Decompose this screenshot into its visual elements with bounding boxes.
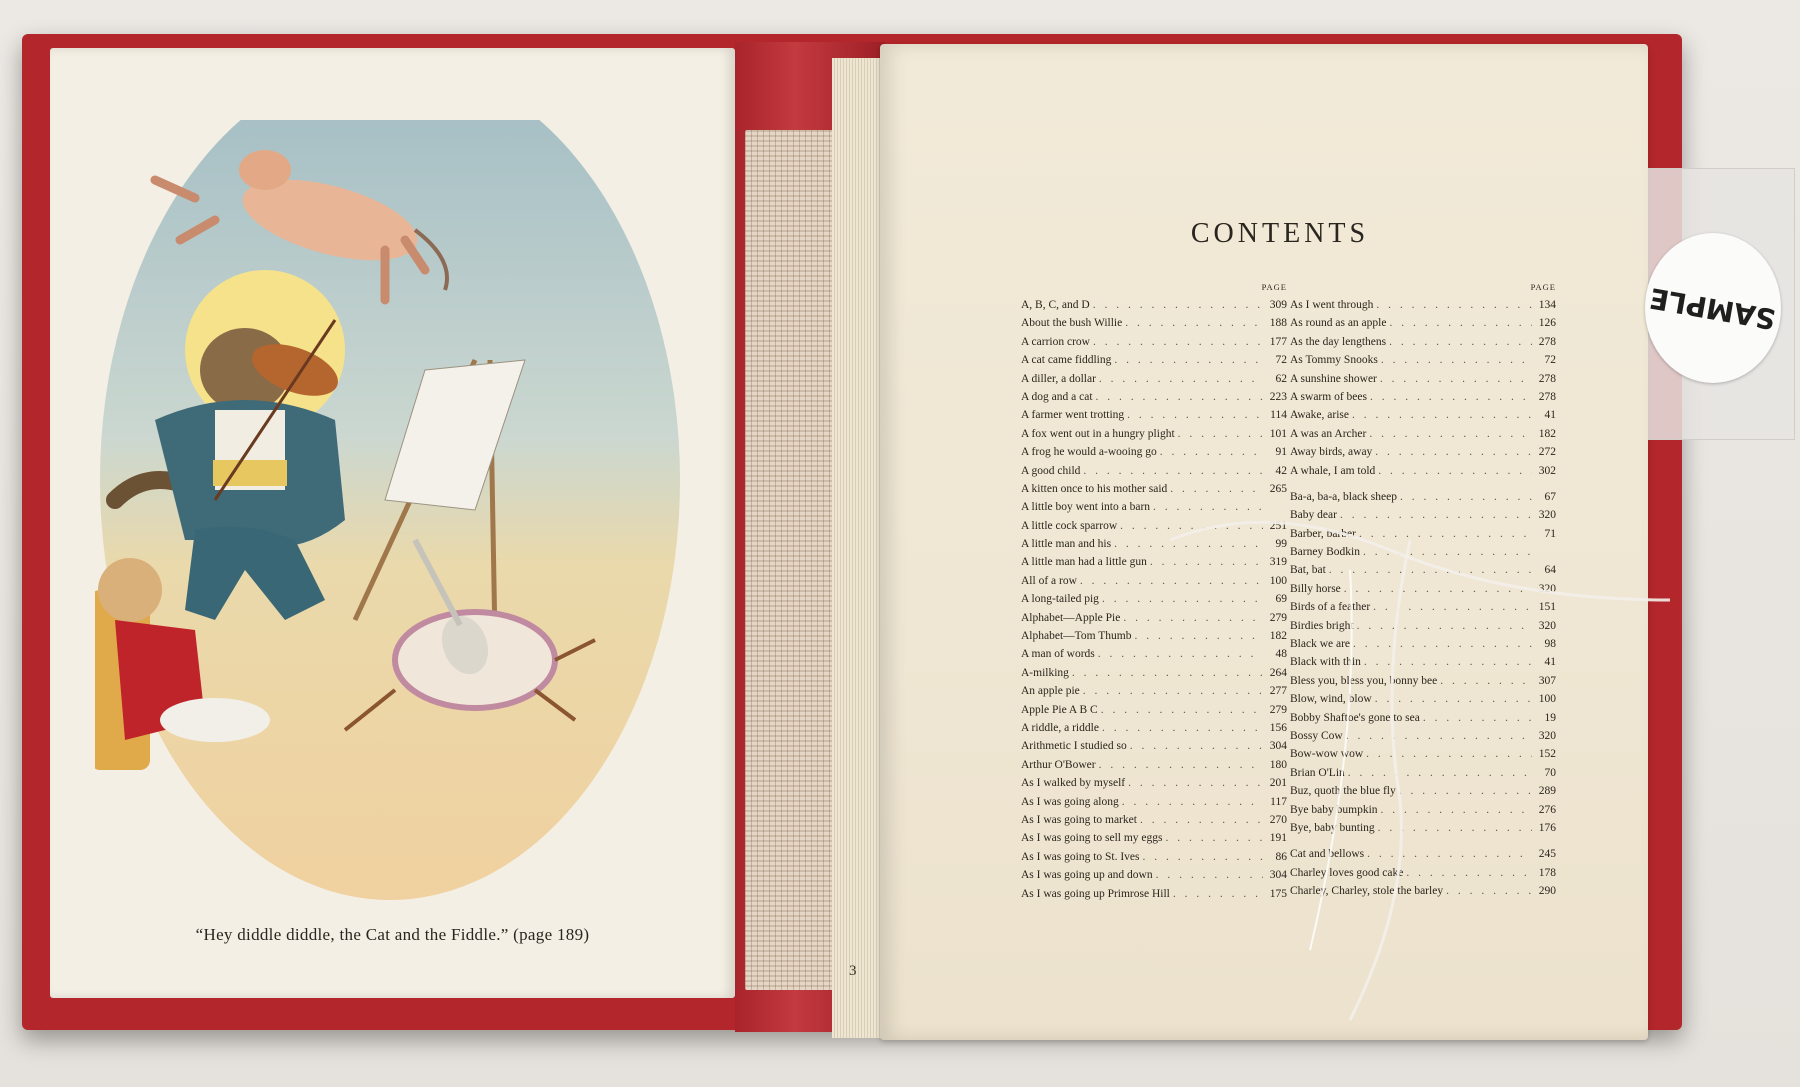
dot-leader [1354,617,1532,635]
contents-entry [1290,488,1556,506]
dot-leader [1096,756,1263,774]
entry-title: Alphabet—Tom Thumb [1021,630,1132,643]
contents-entry [1290,745,1556,763]
contents-entry [1021,314,1287,332]
entry-page-number: 201 [1269,777,1287,790]
entry-page-number: 319 [1269,556,1287,569]
contents-entry [1021,664,1287,682]
entry-page-number: 41 [1544,656,1556,669]
contents-entry [1021,737,1287,755]
entry-page-number: 264 [1269,666,1287,679]
dot-leader [1375,819,1532,837]
dot-leader [1080,682,1263,700]
entry-page-number: 304 [1269,740,1287,753]
entry-title: A whale, I am told [1290,464,1376,477]
sample-sticker [1645,233,1781,383]
entry-title: Away birds, away [1290,446,1373,459]
contents-entry [1021,370,1287,388]
entry-title: Bye baby bumpkin [1290,803,1378,816]
contents-entry [1290,462,1556,480]
contents-entry [1290,388,1556,406]
entry-title: A farmer went trotting [1021,409,1125,422]
entry-title: Bossy Cow [1290,729,1343,742]
contents-entry [1290,709,1556,727]
entry-page-number: 98 [1544,638,1556,651]
entry-title: Bye, baby bunting [1290,821,1375,834]
entry-title: Arthur O'Bower [1021,758,1096,771]
entry-title: An apple pie [1021,685,1080,698]
entry-page-number: 279 [1269,611,1287,624]
dot-leader [1090,333,1263,351]
entry-page-number: 279 [1269,703,1287,716]
entry-title: Bobby Shaftoe's gone to sea [1290,711,1420,724]
dot-leader [1096,370,1263,388]
entry-page-number: 100 [1538,693,1556,706]
entry-page-number: 304 [1269,869,1287,882]
dot-leader [1122,314,1263,332]
contents-entry [1021,645,1287,663]
contents-entry [1290,333,1556,351]
entry-page-number: 265 [1269,482,1287,495]
contents-entry [1021,296,1287,314]
entry-title: A riddle, a riddle [1021,721,1099,734]
contents-entry [1021,388,1287,406]
entry-page-number: 177 [1269,335,1287,348]
contents-entry [1021,701,1287,719]
dot-leader [1370,598,1532,616]
entry-title: A, B, C, and D [1021,299,1090,311]
dot-leader [1373,296,1532,314]
dot-leader [1153,866,1263,884]
entry-title: As round as an apple [1290,317,1387,330]
dot-leader [1069,664,1263,682]
entry-title: As I was going to St. Ives [1021,850,1140,863]
contents-entry [1021,609,1287,627]
entry-title: Bat, bat [1290,564,1326,577]
entry-title: A little cock sparrow [1021,519,1118,532]
entry-title: Awake, arise [1290,409,1349,422]
contents-entry [1290,580,1556,598]
contents-heading: CONTENTS [1190,218,1370,249]
entry-title: A was an Archer [1290,427,1367,440]
entry-page-number: 134 [1538,299,1556,311]
dot-leader [1077,572,1263,590]
dot-leader [1093,388,1263,406]
entry-title: Charley, Charley, stole the barley [1290,885,1444,898]
page-column-header: PAGE [1261,282,1287,292]
entry-title: Baby dear [1290,509,1337,522]
entry-title: A swarm of bees [1290,390,1367,403]
contents-entry [1021,553,1287,571]
entry-page-number: 320 [1538,509,1556,522]
entry-title: A fox went out in a hungry plight [1021,427,1175,440]
dot-leader [1080,462,1263,480]
contents-entry [1290,314,1556,332]
entry-page-number: 245 [1538,848,1556,861]
dot-leader [1127,737,1263,755]
entry-title: As I was going to market [1021,813,1137,826]
contents-entry [1290,864,1556,882]
dot-leader [1095,645,1263,663]
contents-entry [1290,370,1556,388]
entry-title: A good child [1021,464,1081,477]
dot-leader [1364,845,1532,863]
dot-leader [1363,745,1532,763]
dot-leader [1378,351,1532,369]
entry-title: Barney Bodkin [1290,546,1360,559]
dot-leader [1157,443,1263,461]
dot-leader [1420,709,1532,727]
contents-entry [1290,406,1556,424]
entry-title: Charley loves good cake [1290,866,1404,879]
dot-leader [1356,525,1532,543]
dot-leader [1360,543,1532,561]
contents-entry [1021,517,1287,535]
contents-entry [1021,498,1287,516]
contents-entry [1290,561,1556,579]
entry-title: All of a row [1021,574,1077,587]
entry-page-number: 71 [1544,527,1556,540]
entry-page-number: 72 [1544,354,1556,367]
contents-entry [1290,351,1556,369]
dot-leader [1377,370,1532,388]
entry-title: Blow, wind, blow [1290,693,1372,706]
dot-leader [1098,701,1263,719]
entry-page-number: 278 [1538,335,1556,348]
entry-page-number: 278 [1538,372,1556,385]
entry-page-number: 70 [1544,766,1556,779]
entry-page-number: 72 [1275,354,1287,367]
entry-title: As Tommy Snooks [1290,354,1378,367]
contents-entry [1021,572,1287,590]
entry-page-number: 309 [1269,299,1287,311]
dot-leader [1125,774,1263,792]
entry-title: A long-tailed pig [1021,593,1099,606]
entry-title: Alphabet—Apple Pie [1021,611,1121,624]
entry-title: As I was going along [1021,795,1119,808]
contents-entry [1021,866,1287,884]
dot-leader [1124,406,1263,424]
contents-entry [1290,296,1556,314]
entry-page-number: 42 [1275,464,1287,477]
entry-title: A little man and his [1021,538,1112,551]
dot-leader [1372,443,1532,461]
contents-entry [1290,764,1556,782]
dot-leader [1163,829,1263,847]
contents-entry [1021,682,1287,700]
dot-leader [1367,388,1532,406]
page-number: 3 [849,963,857,979]
entry-page-number: 180 [1269,758,1287,771]
contents-entry [1021,885,1287,903]
entry-title: A dog and a cat [1021,390,1093,403]
contents-entry [1021,829,1287,847]
entry-page-number: 117 [1270,795,1287,808]
entry-page-number: 67 [1544,490,1556,503]
contents-entry [1021,406,1287,424]
entry-title: Bless you, bless you, bonny bee [1290,674,1438,687]
dot-leader [1120,609,1263,627]
entry-title: A man of words [1021,648,1095,661]
entry-page-number: 188 [1269,317,1287,330]
contents-left-column [1021,282,1287,903]
dot-leader [1150,498,1263,516]
dot-leader [1137,811,1263,829]
dot-leader [1170,885,1263,903]
contents-entry [1021,719,1287,737]
dot-leader [1361,653,1532,671]
entry-page-number: 126 [1538,317,1556,330]
dot-leader [1397,488,1532,506]
entry-title: A cat came fiddling [1021,354,1112,367]
entry-page-number: 91 [1275,446,1287,459]
contents-entry [1021,351,1287,369]
entry-title: About the bush Willie [1021,317,1123,330]
dot-leader [1341,580,1532,598]
contents-entry [1021,462,1287,480]
dot-leader [1366,425,1532,443]
entry-title: As I was going up Primrose Hill [1021,887,1170,900]
exposed-binding-mesh [745,130,833,990]
entry-page-number: 99 [1275,538,1287,551]
entry-title: As I was going to sell my eggs [1021,832,1163,845]
entry-page-number: 191 [1269,832,1287,845]
entry-title: A little boy went into a barn [1021,501,1151,514]
entry-page-number: 176 [1538,821,1556,834]
dot-leader [1175,425,1263,443]
entry-page-number: 19 [1544,711,1556,724]
dot-leader [1345,764,1532,782]
contents-entry [1290,598,1556,616]
page-block-edge [832,58,887,1038]
dot-leader [1386,333,1532,351]
entry-page-number: 320 [1538,729,1556,742]
contents-entry [1290,782,1556,800]
entry-title: Barber, barber [1290,527,1356,540]
dot-leader [1403,864,1532,882]
dot-leader [1111,351,1263,369]
dot-leader [1140,848,1263,866]
entry-title: Brian O'Lin [1290,766,1345,779]
contents-entry [1290,543,1556,561]
contents-entry [1290,635,1556,653]
contents-entry [1021,848,1287,866]
entry-page-number: 223 [1269,390,1287,403]
dot-leader [1117,517,1263,535]
entry-page-number: 289 [1538,785,1556,798]
contents-entry [1021,333,1287,351]
entry-title: A frog he would a-wooing go [1021,446,1157,459]
entry-title: Buz, quoth the blue fly [1290,785,1396,798]
dot-leader [1337,506,1532,524]
contents-entry [1021,425,1287,443]
contents-entry [1290,845,1556,863]
entry-page-number: 114 [1270,409,1287,422]
entry-title: Billy horse [1290,582,1341,595]
entry-page-number: 276 [1538,803,1556,816]
contents-entry [1021,811,1287,829]
contents-entry [1290,525,1556,543]
dot-leader [1147,553,1263,571]
entry-title: A carrion crow [1021,335,1090,348]
contents-entry [1021,480,1287,498]
contents-entry [1021,774,1287,792]
contents-right-column [1290,282,1556,901]
contents-entry [1021,535,1287,553]
entry-title: A sunshine shower [1290,372,1377,385]
contents-entry [1290,506,1556,524]
contents-entry [1290,882,1556,900]
entry-page-number: 290 [1538,885,1556,898]
contents-entry [1290,819,1556,837]
entry-page-number: 62 [1275,372,1287,385]
entry-title: Black we are [1290,638,1351,651]
entry-title: A little man had a little gun [1021,556,1147,569]
entry-title: As I was going up and down [1021,869,1153,882]
dot-leader [1326,561,1532,579]
dot-leader [1090,296,1263,314]
dot-leader [1099,590,1263,608]
entry-page-number: 100 [1269,574,1287,587]
entry-title: A-milking [1021,666,1069,679]
entry-title: As the day lengthens [1290,335,1387,348]
entry-title: As I walked by myself [1021,777,1126,790]
entry-title: Apple Pie A B C [1021,703,1098,716]
dot-leader [1372,690,1532,708]
entry-page-number: 182 [1269,630,1287,643]
entry-page-number: 277 [1269,685,1287,698]
contents-entry [1290,672,1556,690]
entry-page-number: 302 [1538,464,1556,477]
dot-leader [1099,719,1263,737]
entry-page-number: 307 [1538,674,1556,687]
dot-leader [1343,727,1532,745]
illustration-caption: “Hey diddle diddle, the Cat and the Fiddle.” (page 189) [195,925,590,944]
entry-page-number: 48 [1275,648,1287,661]
dot-leader [1350,635,1532,653]
entry-page-number: 182 [1538,427,1556,440]
dot-leader [1167,480,1263,498]
dot-leader [1386,314,1532,332]
contents-entry [1021,627,1287,645]
entry-page-number: 152 [1538,748,1556,761]
entry-page-number: 270 [1269,813,1287,826]
entry-page-number: 101 [1269,427,1287,440]
dot-leader [1131,627,1263,645]
dot-leader [1396,782,1532,800]
entry-page-number: 178 [1538,866,1556,879]
entry-title: Birds of a feather [1290,601,1371,614]
entry-page-number: 156 [1269,721,1287,734]
cat-and-fiddle-illustration [95,120,685,910]
contents-entry [1290,801,1556,819]
entry-title: Cat and bellows [1290,848,1365,861]
dot-leader [1437,672,1532,690]
contents-entry [1290,617,1556,635]
entry-page-number: 320 [1538,582,1556,595]
contents-entry [1290,653,1556,671]
entry-page-number: 320 [1538,619,1556,632]
entry-page-number: 151 [1538,601,1556,614]
dot-leader [1119,793,1263,811]
entry-page-number: 64 [1544,564,1556,577]
entry-page-number: 251 [1269,519,1287,532]
sample-sticker-text: SAMPLE [1647,280,1779,336]
entry-page-number: 278 [1538,390,1556,403]
entry-page-number: 175 [1269,887,1287,900]
contents-entry [1290,425,1556,443]
dot-leader [1111,535,1263,553]
contents-entry [1021,590,1287,608]
page-column-header: PAGE [1530,282,1556,292]
dot-leader [1349,406,1532,424]
entry-title: A kitten once to his mother said [1021,482,1168,495]
entry-page-number: 272 [1538,446,1556,459]
contents-entry [1021,756,1287,774]
contents-entry [1290,690,1556,708]
dot-leader [1378,801,1532,819]
entry-title: Black with thin [1290,656,1361,669]
contents-entry [1021,443,1287,461]
entry-title: A diller, a dollar [1021,372,1096,385]
entry-page-number: 41 [1544,409,1556,422]
entry-page-number: 86 [1275,850,1287,863]
entry-page-number: 69 [1275,593,1287,606]
contents-entry [1290,443,1556,461]
entry-title: Birdies bright [1290,619,1354,632]
entry-title: Arithmetic I studied so [1021,740,1127,753]
entry-title: Bow-wow wow [1290,748,1364,761]
entry-title: Ba-a, ba-a, black sheep [1290,490,1397,503]
dot-leader [1375,462,1532,480]
contents-entry [1021,793,1287,811]
dot-leader [1443,882,1532,900]
contents-entry [1290,727,1556,745]
entry-title: As I went through [1290,299,1374,311]
